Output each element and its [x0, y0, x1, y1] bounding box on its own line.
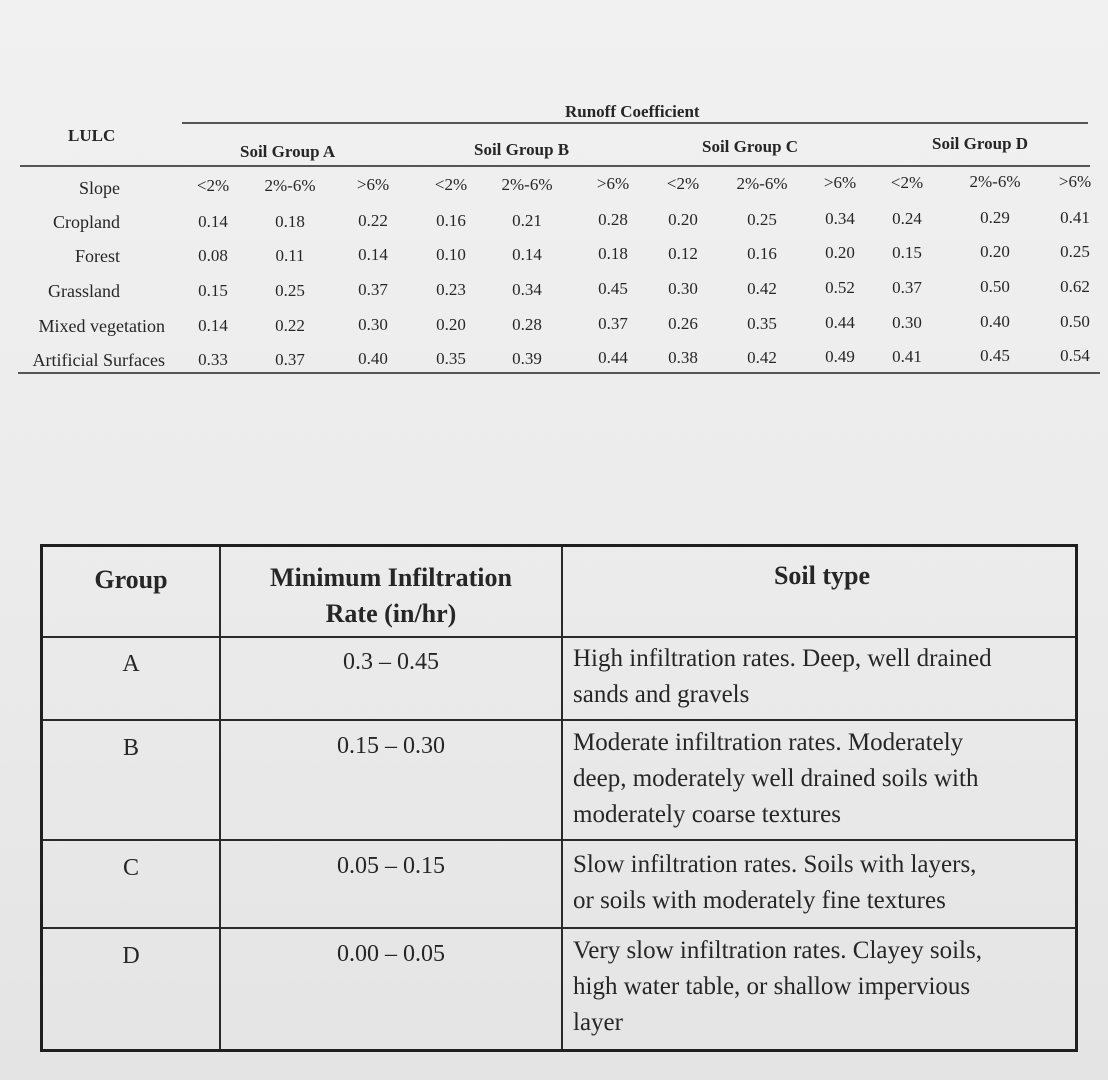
- table-cell: 0.44: [825, 313, 855, 332]
- table-cell: 0.42: [747, 348, 777, 367]
- table-cell: 0.41: [1060, 208, 1090, 227]
- table-cell: 0.35: [747, 314, 777, 333]
- slope-cell: >6%: [596, 174, 630, 193]
- table-cell: 0.26: [668, 314, 698, 333]
- table-cell: 0.30: [892, 313, 922, 332]
- table-cell: 0.30: [668, 279, 698, 298]
- table-cell: 0.18: [275, 212, 305, 231]
- rate-d: 0.00 – 0.05: [337, 941, 445, 967]
- desc-a: [573, 641, 1053, 713]
- table-cell: 0.41: [892, 347, 922, 366]
- table-cell: 0.24: [892, 209, 922, 228]
- row-label: Cropland: [53, 212, 120, 232]
- group-b: B: [122, 735, 139, 761]
- table-cell: 0.34: [825, 209, 855, 228]
- desc-line: Moderate infiltration rates. Moderately: [573, 729, 964, 756]
- table-cell: 0.30: [358, 315, 388, 334]
- row-label: Mixed vegetation: [38, 316, 165, 336]
- table-cell: 0.11: [275, 246, 305, 265]
- table-cell: 0.10: [436, 245, 466, 264]
- desc-b: [573, 725, 1053, 833]
- rate-c: 0.05 – 0.15: [337, 853, 445, 879]
- table-cell: 0.23: [436, 280, 466, 299]
- table-cell: 0.37: [598, 314, 628, 333]
- table-cell: 0.18: [598, 244, 628, 263]
- header-rule: [20, 165, 1090, 167]
- soil-group-d-header: Soil Group D: [932, 134, 1029, 153]
- table-cell: 0.14: [358, 245, 388, 264]
- slope-cell: 2%-6%: [736, 174, 788, 193]
- table-cell: 0.12: [668, 244, 698, 263]
- desc-d: [573, 933, 1053, 1041]
- row-divider: [43, 636, 1075, 638]
- table-cell: 0.49: [825, 347, 855, 366]
- slope-cell: 2%-6%: [969, 172, 1021, 191]
- group-a: A: [122, 651, 140, 677]
- table-cell: 0.20: [668, 210, 698, 229]
- row-divider: [43, 839, 1075, 841]
- table-cell: 0.62: [1060, 277, 1090, 296]
- slope-label: Slope: [78, 178, 120, 198]
- table-cell: 0.50: [1060, 312, 1090, 331]
- desc-line: High infiltration rates. Deep, well drained: [573, 645, 992, 672]
- soil-group-a-header: Soil Group A: [240, 142, 336, 161]
- table-cell: 0.20: [980, 242, 1010, 261]
- group-c: C: [122, 855, 139, 881]
- bottom-rule: [18, 372, 1100, 374]
- desc-line: layer: [573, 1009, 623, 1036]
- table-cell: 0.33: [198, 350, 228, 369]
- table-cell: 0.28: [512, 315, 542, 334]
- table-cell: 0.45: [980, 346, 1010, 365]
- slope-cell: <2%: [196, 176, 230, 195]
- table-cell: 0.20: [436, 315, 466, 334]
- table-cell: 0.08: [198, 246, 228, 265]
- lulc-header: LULC: [68, 126, 116, 145]
- desc-line: high water table, or shallow impervious: [573, 973, 971, 1000]
- rate-header-line1: Minimum Infiltration: [270, 563, 512, 592]
- soil-group-b-header: Soil Group B: [474, 140, 570, 159]
- slope-cell: <2%: [890, 173, 924, 192]
- table-cell: 0.16: [747, 244, 777, 263]
- rate-header-line2: Rate (in/hr): [325, 599, 457, 628]
- desc-line: Very slow infiltration rates. Clayey soils,: [573, 937, 982, 964]
- row-label: Grassland: [48, 281, 120, 301]
- table-cell: 0.37: [358, 280, 388, 299]
- group-header: Group: [94, 565, 168, 594]
- table-cell: 0.37: [892, 278, 922, 297]
- table-cell: 0.21: [512, 211, 542, 230]
- table-title: Runoff Coefficient: [565, 102, 700, 121]
- slope-cell: <2%: [434, 175, 468, 194]
- table-cell: 0.22: [358, 211, 388, 230]
- table-cell: 0.14: [512, 245, 542, 264]
- table-cell: 0.15: [892, 243, 922, 262]
- table-cell: 0.29: [980, 208, 1010, 227]
- table-cell: 0.14: [198, 316, 228, 335]
- table-cell: 0.35: [436, 349, 466, 368]
- desc-line: sands and gravels: [573, 681, 750, 708]
- table-cell: 0.44: [598, 348, 628, 367]
- row-label: Forest: [75, 246, 120, 266]
- table-cell: 0.40: [980, 312, 1010, 331]
- rate-a: 0.3 – 0.45: [343, 649, 439, 675]
- table-cell: 0.42: [747, 279, 777, 298]
- slope-cell: 2%-6%: [501, 175, 553, 194]
- slope-cell: >6%: [356, 175, 390, 194]
- desc-line: Slow infiltration rates. Soils with layers,: [573, 851, 977, 878]
- title-rule: [182, 122, 1088, 124]
- desc-line: deep, moderately well drained soils with: [573, 765, 979, 792]
- table-cell: 0.39: [512, 349, 542, 368]
- table-cell: 0.22: [275, 316, 305, 335]
- desc-c: [573, 847, 1053, 919]
- table-cell: 0.52: [825, 278, 855, 297]
- table-cell: 0.38: [668, 348, 698, 367]
- desc-line: or soils with moderately fine textures: [573, 887, 946, 914]
- table-cell: 0.40: [358, 349, 388, 368]
- row-divider: [43, 927, 1075, 929]
- slope-cell: <2%: [666, 174, 700, 193]
- soil-type-header: Soil type: [773, 561, 871, 590]
- soil-group-c-header: Soil Group C: [702, 137, 799, 156]
- table-cell: 0.14: [198, 212, 228, 231]
- table-cell: 0.25: [747, 210, 777, 229]
- soil-group-table: [40, 544, 1078, 1052]
- table-cell: 0.50: [980, 277, 1010, 296]
- table-cell: 0.20: [825, 243, 855, 262]
- desc-line: moderately coarse textures: [573, 801, 841, 828]
- table-cell: 0.37: [275, 350, 305, 369]
- rate-b: 0.15 – 0.30: [337, 733, 445, 759]
- table-cell: 0.28: [598, 210, 628, 229]
- row-label: Artificial Surfaces: [32, 350, 165, 370]
- table-cell: 0.25: [1060, 242, 1090, 261]
- table-cell: 0.54: [1060, 346, 1090, 365]
- table-cell: 0.16: [436, 211, 466, 230]
- slope-cell: >6%: [823, 173, 857, 192]
- column-divider: [561, 547, 563, 1049]
- table-cell: 0.45: [598, 279, 628, 298]
- table-cell: 0.15: [198, 281, 228, 300]
- table-cell: 0.34: [512, 280, 542, 299]
- slope-cell: 2%-6%: [264, 176, 316, 195]
- slope-cell: >6%: [1058, 172, 1092, 191]
- group-d: D: [122, 943, 140, 969]
- row-divider: [43, 719, 1075, 721]
- table-cell: 0.25: [275, 281, 305, 300]
